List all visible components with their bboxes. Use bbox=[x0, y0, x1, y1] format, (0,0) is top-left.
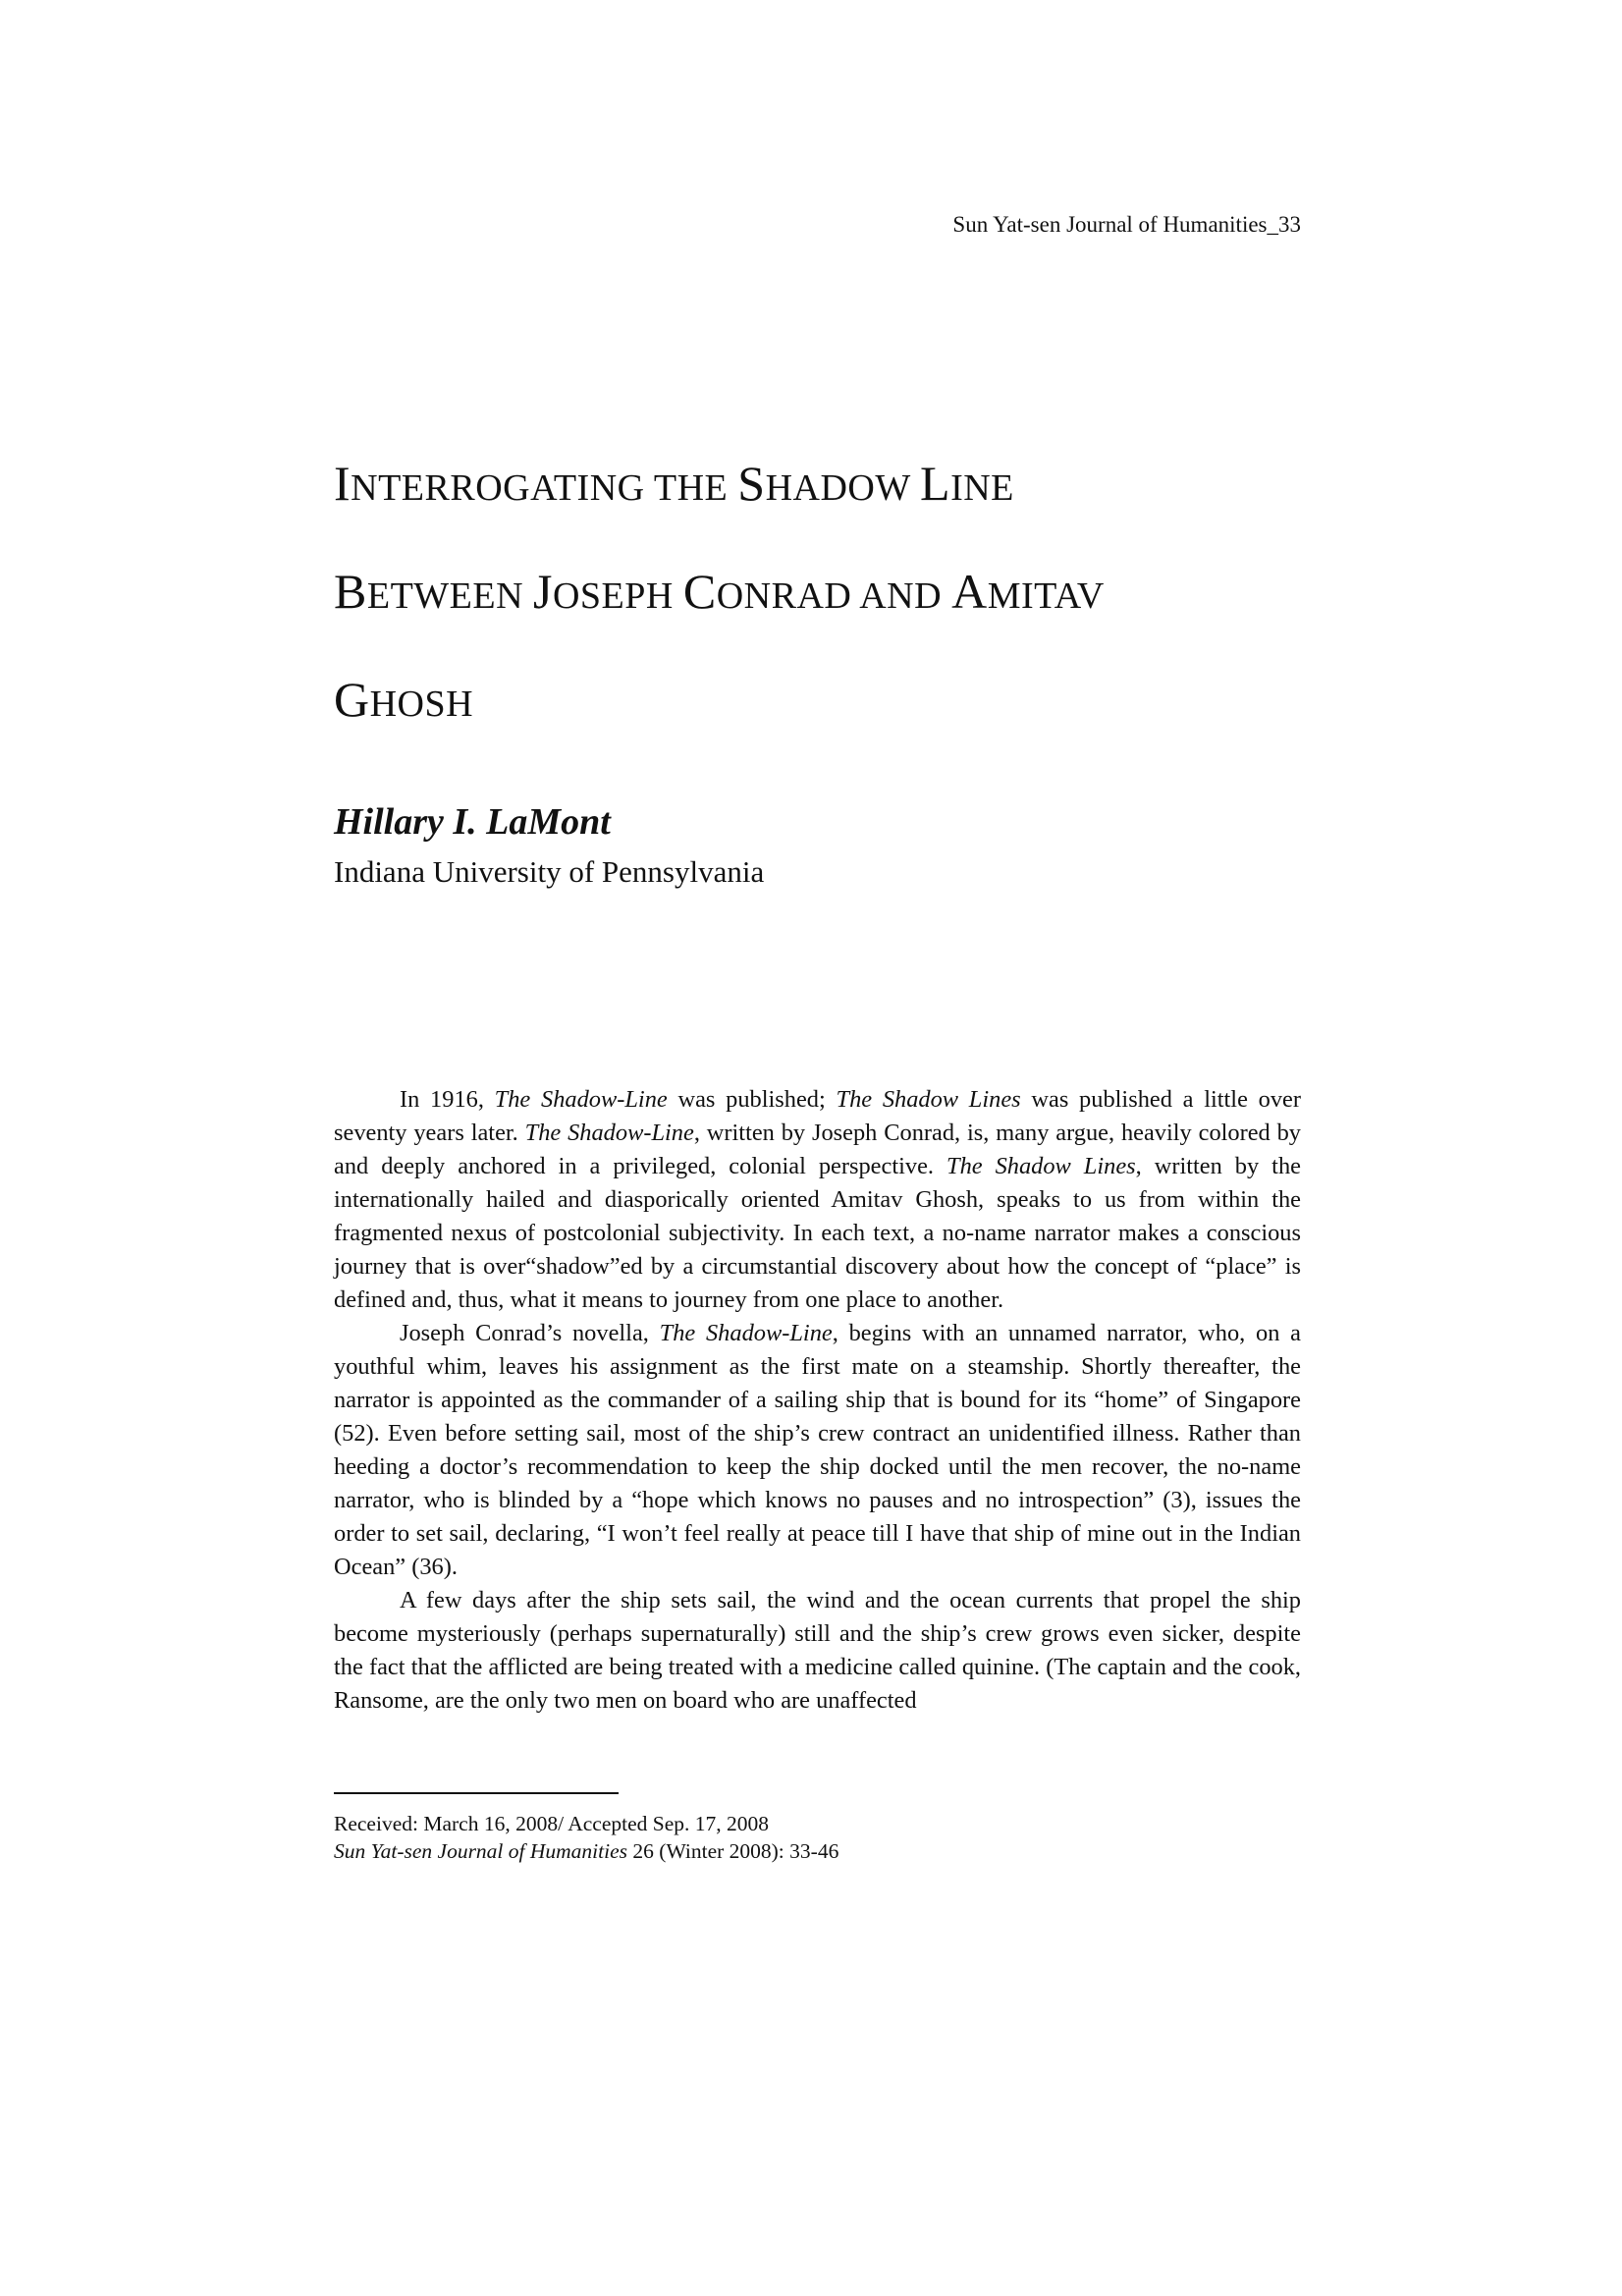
text-run: was published; bbox=[667, 1086, 837, 1113]
text-run: B bbox=[334, 564, 367, 619]
text-run: I bbox=[334, 456, 351, 511]
small-caps-run: HOSH bbox=[369, 683, 474, 725]
running-head: Sun Yat-sen Journal of Humanities_33 bbox=[952, 212, 1301, 237]
text-run: , written by Joseph Conrad, is, many argue, heavily colored by and deeply anchored in a privileged, colonial perspective. bbox=[334, 1120, 1302, 1179]
text-run: L bbox=[920, 456, 951, 511]
text-run: was published a little over seventy years later. bbox=[334, 1086, 1301, 1146]
italic-run: The Shadow-Line bbox=[659, 1320, 833, 1346]
italic-run: The Shadow Lines bbox=[946, 1153, 1136, 1179]
author-name: Hillary I. LaMont bbox=[334, 801, 611, 843]
title-line bbox=[334, 432, 1316, 540]
author-affiliation: Indiana University of Pennsylvania bbox=[334, 854, 765, 889]
text-run: S bbox=[737, 456, 766, 511]
text-run: In 1916, bbox=[400, 1086, 495, 1113]
text-run: Joseph Conrad’s novella, bbox=[400, 1320, 660, 1346]
italic-run: The Shadow-Line bbox=[494, 1086, 668, 1113]
italic-run: The Shadow-Line bbox=[524, 1120, 694, 1146]
text-run: , begins with an unnamed narrator, who, on a youthful whim, leaves his assignment as the first mate on a steamship. Shortly thereafter, the narrator is appointed as the commander of a sailing ship that is bound for its “home” of Singapore (52). Even before setting sail, most of the ship’s crew contract an unidentified illness. Rather than heeding a doctor’s recommendation to keep the ship docked until the men recover, the no-name narrator, who is blinded by a “hope which knows no pauses and no introspection” (3), issues the order to set sail, declaring, “I won’t feel really at peace till I have that ship of mine out in the Indian Ocean” (36). bbox=[334, 1320, 1301, 1580]
footnote bbox=[334, 1810, 838, 1865]
small-caps-run: HADOW bbox=[765, 467, 921, 509]
title-line bbox=[334, 648, 1316, 756]
text-run: , written by the internationally hailed and diasporically oriented Amitav Ghosh, speaks to us from within the fragmented nexus of postcolonial subjectivity. In each text, a no-name narrator makes a conscious journey that is over“shadow”ed by a circumstantial discovery about how the concept of “place” is defined and, thus, what it means to journey from one place to another. bbox=[334, 1153, 1301, 1313]
text-run: A few days after the ship sets sail, the wind and the ocean currents that propel the ship become mysteriously (perhaps supernaturally) still and the ship’s crew grows even sicker, despite the fact that the afflicted are being treated with a medicine called quinine. (The captain and the cook, Ransome, are the only two men on board who are unaffected bbox=[334, 1587, 1301, 1714]
body-paragraph bbox=[334, 1317, 1301, 1584]
italic-run: Sun Yat-sen Journal of Humanities bbox=[334, 1839, 628, 1863]
text-run: C bbox=[682, 564, 717, 619]
body-paragraph bbox=[334, 1083, 1301, 1317]
text-run: G bbox=[334, 672, 370, 727]
small-caps-run: MITAV bbox=[987, 575, 1105, 617]
small-caps-run: OSEPH bbox=[552, 575, 683, 617]
small-caps-run: NTERROGATING THE bbox=[351, 467, 738, 509]
small-caps-run: ONRAD AND bbox=[716, 575, 952, 617]
body-paragraph bbox=[334, 1584, 1301, 1718]
received-date: Received: March 16, 2008/ Accepted Sep. 17, 2008 bbox=[334, 1812, 770, 1835]
journal-citation bbox=[334, 1837, 838, 1865]
small-caps-run: INE bbox=[950, 467, 1014, 509]
text-run: 26 (Winter 2008): 33-46 bbox=[627, 1839, 839, 1863]
article-title bbox=[334, 432, 1316, 756]
footnote-divider bbox=[334, 1792, 619, 1794]
small-caps-run: ETWEEN bbox=[366, 575, 534, 617]
text-run: A bbox=[951, 564, 988, 619]
italic-run: The Shadow Lines bbox=[836, 1086, 1021, 1113]
title-line bbox=[334, 540, 1316, 648]
text-run: J bbox=[533, 564, 553, 619]
article-body bbox=[334, 1083, 1301, 1718]
